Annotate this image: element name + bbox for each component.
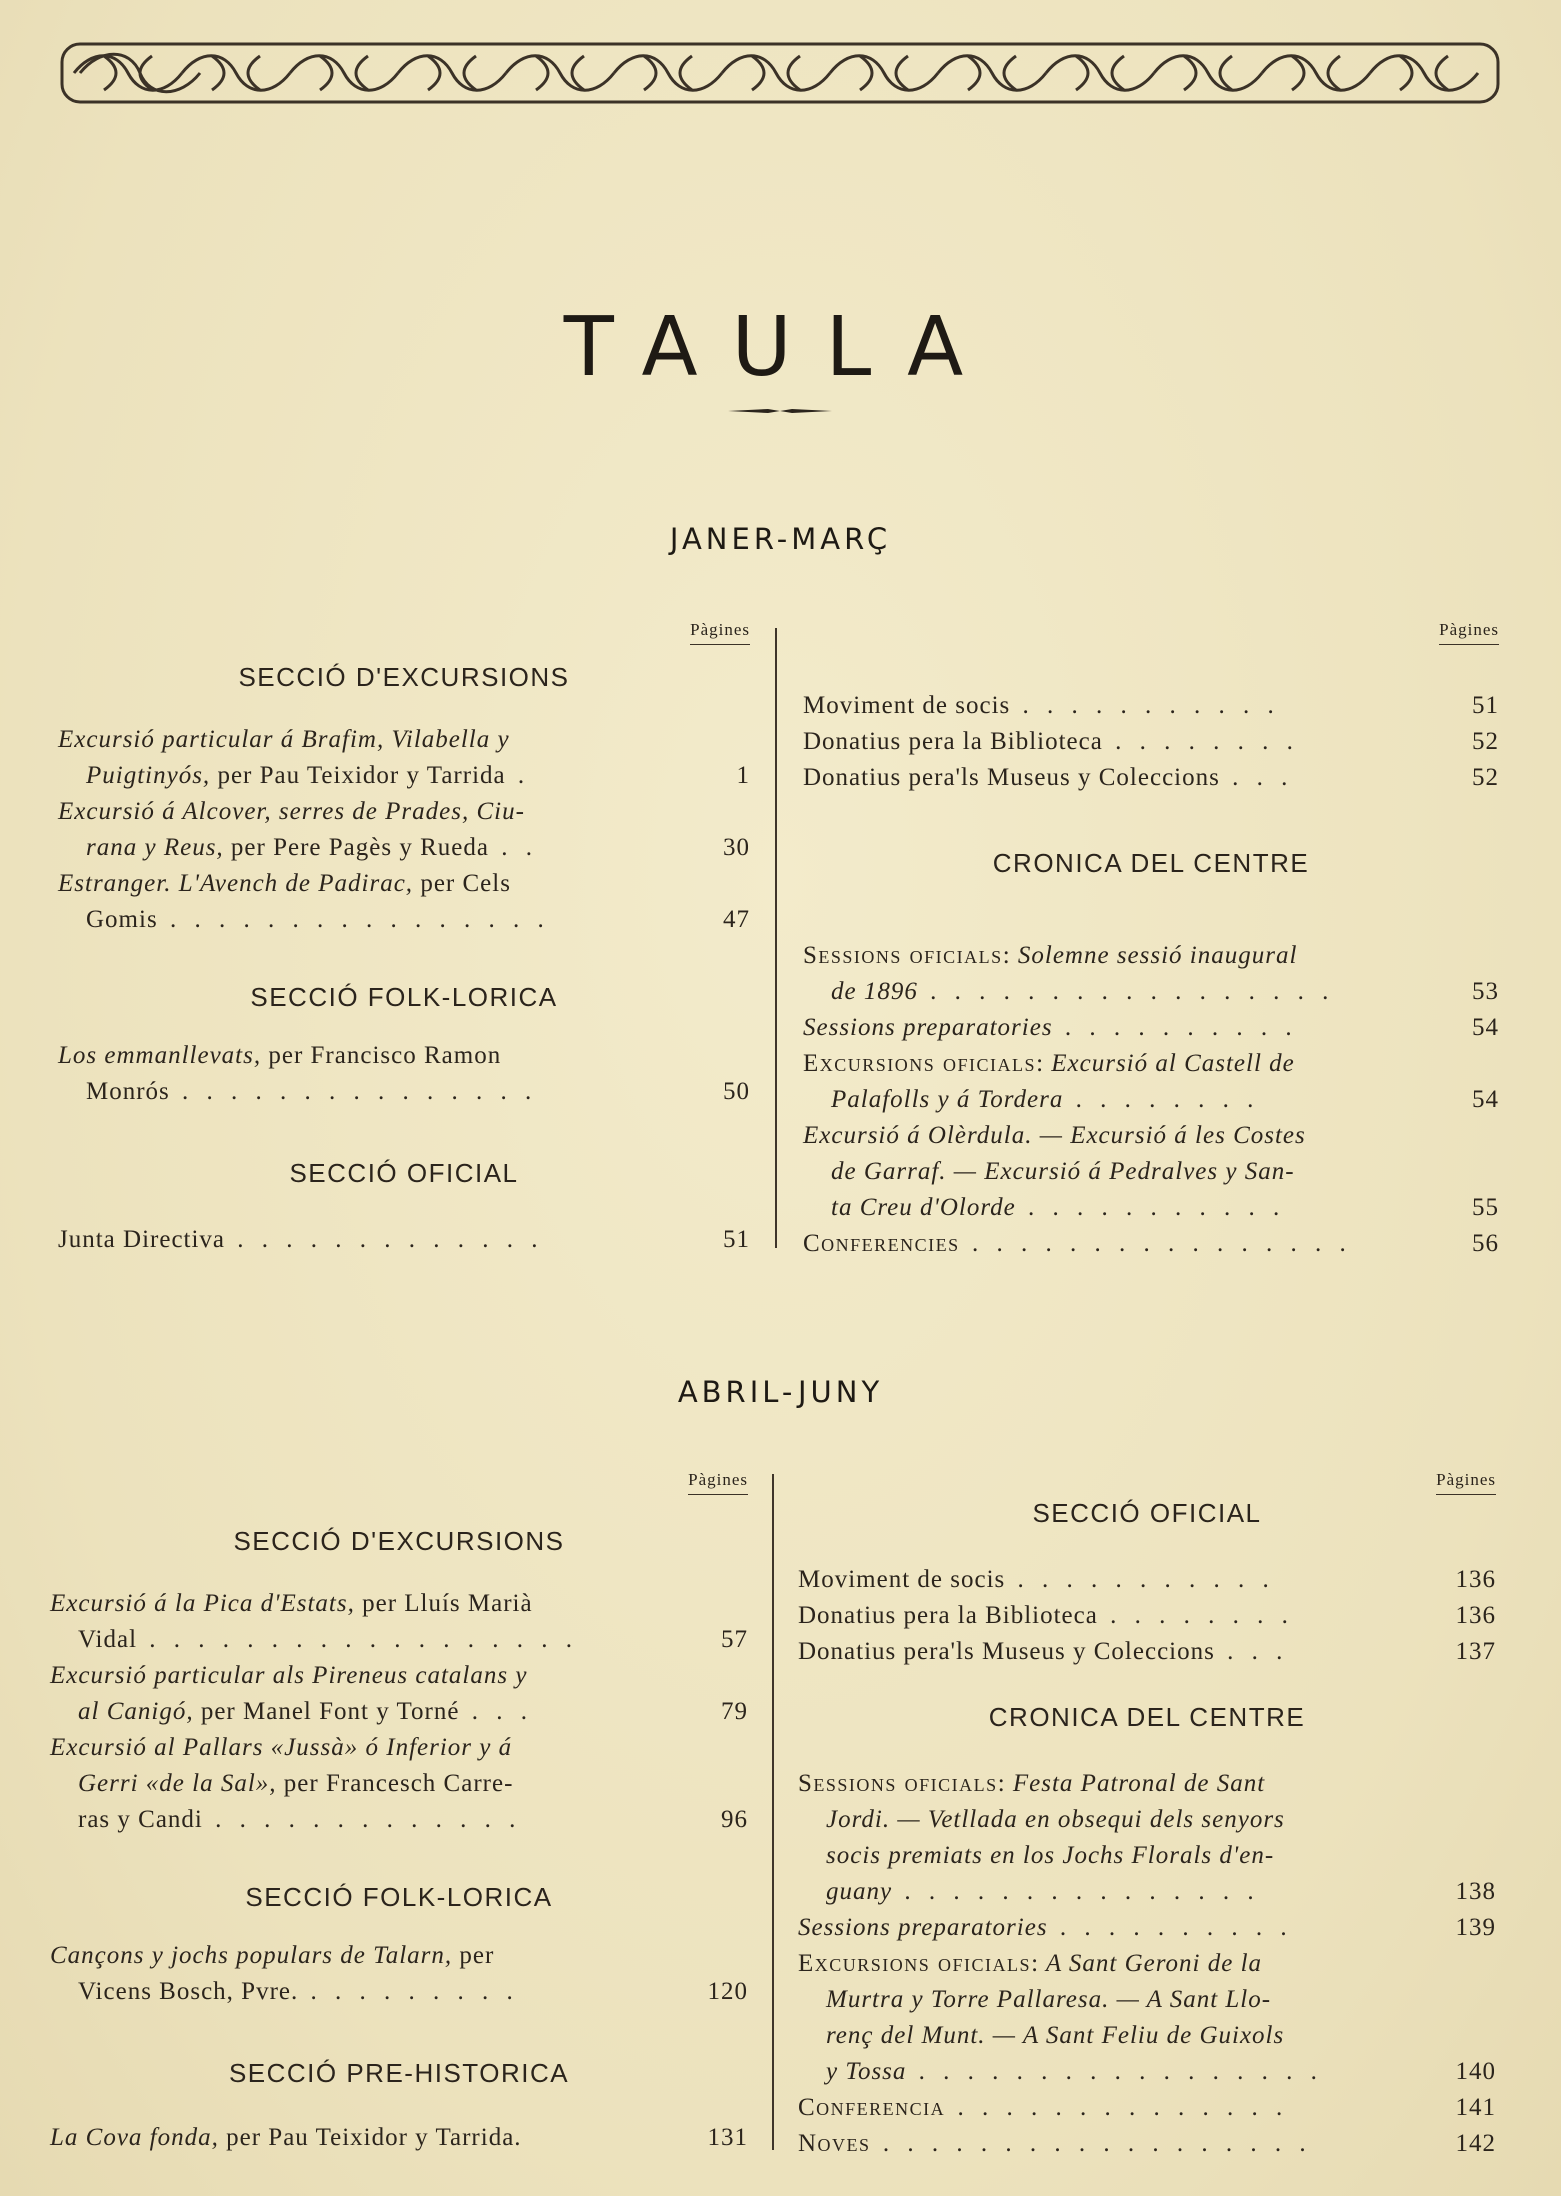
- entry-line: per Cels: [413, 870, 511, 897]
- toc-entry[interactable]: Junta Directiva . . . . . . . . . . . . . 51: [58, 1222, 750, 1258]
- toc-entry[interactable]: Moviment de socis . . . . . . . . . . . 51: [803, 688, 1499, 724]
- toc-entry[interactable]: Excursió á la Pica d'Estats, per Lluís Marià Vidal . . . . . . . . . . . . . . . . . . 57: [50, 1586, 748, 1658]
- page-number: 1: [736, 762, 750, 789]
- entry-line: Excursió á Olèrdula. — Excursió á les Costes: [803, 1122, 1306, 1149]
- entry-line: per Francisco Ramon: [261, 1042, 502, 1069]
- page-number: 50: [723, 1078, 750, 1105]
- page-number: 137: [1455, 1638, 1496, 1665]
- toc-entry[interactable]: Donatius pera la Biblioteca . . . . . . . . 136: [798, 1598, 1496, 1634]
- page-number: 47: [723, 906, 750, 933]
- page-number: 131: [707, 2124, 748, 2151]
- section-heading: SECCIÓ D'EXCURSIONS: [233, 1526, 565, 1556]
- section-heading: SECCIÓ D'EXCURSIONS: [238, 662, 570, 692]
- toc-entry[interactable]: Donatius pera la Biblioteca . . . . . . . . 52: [803, 724, 1499, 760]
- entry-line: Junta Directiva: [58, 1226, 226, 1253]
- toc-entry[interactable]: Excursió al Pallars «Jussà» ó Inferior y á Gerri «de la Sal», per Francesch Carre- ras y Candi . . . . . . . . . . . . . 96: [50, 1730, 748, 1838]
- entry-line: socis premiats en los Jochs Florals d'en-: [826, 1842, 1275, 1869]
- entry-line: Gomis: [86, 906, 158, 933]
- entry-line: y Tossa: [826, 2058, 907, 2085]
- toc-entry[interactable]: Cançons y jochs populars de Talarn, per Vicens Bosch, Pvre. . . . . . . . . . 120: [50, 1938, 748, 2010]
- entry-line: Noves: [798, 2130, 871, 2157]
- quarter-heading: ABRIL-JUNY: [677, 1375, 884, 1409]
- entry-line: Excursions oficials: [803, 1050, 1037, 1077]
- toc-entry[interactable]: Conferencia . . . . . . . . . . . . . . 141: [798, 2090, 1496, 2126]
- page-number: 57: [721, 1626, 748, 1653]
- page-number: 138: [1455, 1878, 1496, 1905]
- entry-line: Puigtinyós,: [86, 762, 211, 789]
- entry-line: per Pere Pagès y Rueda: [223, 834, 489, 861]
- entry-line: rana y Reus,: [86, 834, 224, 861]
- page-number: 55: [1472, 1194, 1499, 1221]
- toc-entry[interactable]: Excursió á Alcover, serres de Prades, Ciu- rana y Reus, per Pere Pagès y Rueda . . 30: [58, 794, 750, 866]
- right-column: [798, 1470, 1496, 2160]
- entry-line: per Manel Font y Torné: [193, 1698, 460, 1725]
- section-heading: SECCIÓ FOLK-LORICA: [245, 1882, 553, 1912]
- toc-entry[interactable]: [50, 2120, 748, 2156]
- toc-entry[interactable]: Sessions oficials: Festa Patronal de Sant Jordi. — Vetllada en obsequi dels senyors socis premiats en los Jochs Florals d'en- guany . . . . . . . . . . . . . . . 138: [798, 1766, 1496, 1910]
- toc-entry[interactable]: Sessions preparatories . . . . . . . . . . 139: [798, 1910, 1496, 1946]
- entry-line: Gerri «de la Sal»,: [78, 1770, 277, 1797]
- section-heading: SECCIÓ FOLK-LORICA: [250, 982, 558, 1012]
- entry-line: Donatius pera la Biblioteca: [798, 1602, 1098, 1629]
- page-number: 139: [1455, 1914, 1496, 1941]
- ornamental-border: [60, 42, 1500, 104]
- toc-entry[interactable]: Excursions oficials: A Sant Geroni de la Murtra y Torre Pallaresa. — A Sant Llo- renç del Munt. — A Sant Feliu de Guixols y Tossa . . . . . . . . . . . . . . . . . 140: [798, 1946, 1496, 2090]
- left-column: [50, 1470, 748, 2160]
- entry-line: Donatius pera'ls Museus y Coleccions: [803, 764, 1220, 791]
- toc-list: [803, 688, 1499, 796]
- toc-entry[interactable]: Los emmanllevats, per Francisco Ramon Monrós . . . . . . . . . . . . . . . 50: [58, 1038, 750, 1110]
- page-number: 96: [721, 1806, 748, 1833]
- separator: :: [997, 1770, 1006, 1797]
- page-number: 120: [707, 1978, 748, 2005]
- entry-line: Palafolls y á Tordera: [831, 1086, 1064, 1113]
- entry-line: Excursió á la Pica d'Estats,: [50, 1590, 355, 1617]
- entry-line: renç del Munt. — A Sant Feliu de Guixols: [826, 2022, 1285, 2049]
- section-heading: SECCIÓ PRE-HISTORICA: [228, 2058, 570, 2088]
- page-number: 56: [1472, 1230, 1499, 1257]
- pages-label: Pàgines: [1436, 1470, 1496, 1495]
- entry-line: Excursions oficials: [798, 1950, 1032, 1977]
- page-number: 79: [721, 1698, 748, 1725]
- toc-entry[interactable]: Conferencies . . . . . . . . . . . . . . . . 56: [803, 1226, 1499, 1262]
- entry-line: Donatius pera la Biblioteca: [803, 728, 1103, 755]
- toc-entry[interactable]: Moviment de socis . . . . . . . . . . . 136: [798, 1562, 1496, 1598]
- page-number: 141: [1455, 2094, 1496, 2121]
- page-number: 52: [1472, 728, 1499, 755]
- toc-entry[interactable]: Excursió particular als Pireneus catalans y al Canigó, per Manel Font y Torné . . . 79: [50, 1658, 748, 1730]
- entry-line: Los emmanllevats,: [58, 1042, 262, 1069]
- quarter-heading: JANER-MARÇ: [669, 522, 892, 556]
- page-number: 52: [1472, 764, 1499, 791]
- section-heading: SECCIÓ OFICIAL: [289, 1158, 519, 1188]
- entry-line: Donatius pera'ls Museus y Coleccions: [798, 1638, 1215, 1665]
- entry-line: ta Creu d'Olorde: [831, 1194, 1016, 1221]
- entry-line: per Francesch Carre-: [276, 1770, 514, 1797]
- entry-line: Vidal: [78, 1626, 138, 1653]
- entry-line: La Cova fonda,: [50, 2124, 219, 2151]
- entry-line: Estranger. L'Avench de Padirac,: [58, 870, 414, 897]
- page-number: 140: [1455, 2058, 1496, 2085]
- entry-line: Sessions oficials: [803, 942, 1003, 969]
- entry-line: per: [452, 1942, 495, 1969]
- page-title: TAULA: [563, 300, 998, 395]
- entry-line: ras y Candi: [78, 1806, 203, 1833]
- pages-label: Pàgines: [1439, 620, 1499, 645]
- entry-line: de Garraf. — Excursió á Pedralves y San-: [831, 1158, 1295, 1185]
- column-divider: [775, 628, 777, 1248]
- entry-line: Murtra y Torre Pallaresa. — A Sant Llo-: [826, 1986, 1272, 2013]
- toc-entry[interactable]: Donatius pera'ls Museus y Coleccions . . . 137: [798, 1634, 1496, 1670]
- section-heading: SECCIÓ OFICIAL: [1032, 1498, 1262, 1528]
- toc-list: [798, 1562, 1496, 1670]
- page-number: 51: [723, 1226, 750, 1253]
- entry-line: Conferencies: [803, 1230, 960, 1257]
- entry-line: Sessions oficials: [798, 1770, 998, 1797]
- entry-line: Excursió al Castell de: [1044, 1050, 1295, 1077]
- entry-line: Sessions preparatories: [798, 1914, 1048, 1941]
- entry-line: Solemne sessió inaugural: [1010, 942, 1298, 969]
- entry-line: A Sant Geroni de la: [1039, 1950, 1263, 1977]
- entry-line: de 1896: [831, 978, 918, 1005]
- section-heading: CRONICA DEL CENTRE: [992, 848, 1310, 878]
- toc-entry[interactable]: Sessions preparatories . . . . . . . . . . 54: [803, 1010, 1499, 1046]
- page-number: 30: [723, 834, 750, 861]
- toc-entry[interactable]: Noves . . . . . . . . . . . . . . . . . . 142: [798, 2126, 1496, 2162]
- page-number: 136: [1455, 1602, 1496, 1629]
- entry-line: per Pau Teixidor y Tarrida.: [218, 2124, 522, 2151]
- entry-line: Excursió particular als Pireneus catalans y: [50, 1662, 528, 1689]
- entry-line: per Lluís Marià: [354, 1590, 533, 1617]
- separator: :: [1002, 942, 1011, 969]
- right-column: [803, 620, 1499, 1260]
- toc-entry[interactable]: Excursió particular á Brafim, Vilabella y Puigtinyós, per Pau Teixidor y Tarrida . 1: [58, 722, 750, 794]
- entry-line: Cançons y jochs populars de Talarn,: [50, 1942, 453, 1969]
- toc-entry[interactable]: Donatius pera'ls Museus y Coleccions . . . 52: [803, 760, 1499, 796]
- page-number: 53: [1472, 978, 1499, 1005]
- separator: :: [1031, 1950, 1040, 1977]
- entry-line: Excursió á Alcover, serres de Prades, Ciu-: [58, 798, 525, 825]
- entry-line: Monrós: [86, 1078, 170, 1105]
- title-rule: [728, 408, 832, 414]
- toc-entry[interactable]: Estranger. L'Avench de Padirac, per Cels Gomis . . . . . . . . . . . . . . . . 47: [58, 866, 750, 938]
- entry-line: Jordi. — Vetllada en obsequi dels senyors: [826, 1806, 1285, 1833]
- entry-line: Vicens Bosch, Pvre.: [78, 1978, 299, 2005]
- entry-line: Moviment de socis: [803, 692, 1011, 719]
- section-heading: CRONICA DEL CENTRE: [988, 1702, 1306, 1732]
- page-number: 136: [1455, 1566, 1496, 1593]
- page-number: 142: [1455, 2130, 1496, 2157]
- entry-line: Sessions preparatories: [803, 1014, 1053, 1041]
- entry-line: Conferencia: [798, 2094, 946, 2121]
- entry-line: Excursió al Pallars «Jussà» ó Inferior y á: [50, 1734, 513, 1761]
- left-column: [58, 620, 750, 1260]
- pages-label: Pàgines: [690, 620, 750, 645]
- toc-entry[interactable]: Excursions oficials: Excursió al Castell de Palafolls y á Tordera . . . . . . . . 54: [803, 1046, 1499, 1118]
- entry-line: Excursió particular á Brafim, Vilabella y: [58, 726, 510, 753]
- page-number: 54: [1472, 1014, 1499, 1041]
- toc-entry[interactable]: Sessions oficials: Solemne sessió inaugural de 1896 . . . . . . . . . . . . . . . . . 53: [803, 938, 1499, 1010]
- column-divider: [772, 1474, 774, 2150]
- page-number: 54: [1472, 1086, 1499, 1113]
- toc-entry[interactable]: Excursió á Olèrdula. — Excursió á les Costes de Garraf. — Excursió á Pedralves y San- ta Creu d'Olorde . . . . . . . . . . . 55: [803, 1118, 1499, 1226]
- entry-line: per Pau Teixidor y Tarrida: [210, 762, 506, 789]
- entry-line: Festa Patronal de Sant: [1005, 1770, 1266, 1797]
- entry-line: Moviment de socis: [798, 1566, 1006, 1593]
- separator: :: [1036, 1050, 1045, 1077]
- entry-line: al Canigó,: [78, 1698, 194, 1725]
- pages-label: Pàgines: [688, 1470, 748, 1495]
- entry-line: guany: [826, 1878, 893, 1905]
- page-number: 51: [1472, 692, 1499, 719]
